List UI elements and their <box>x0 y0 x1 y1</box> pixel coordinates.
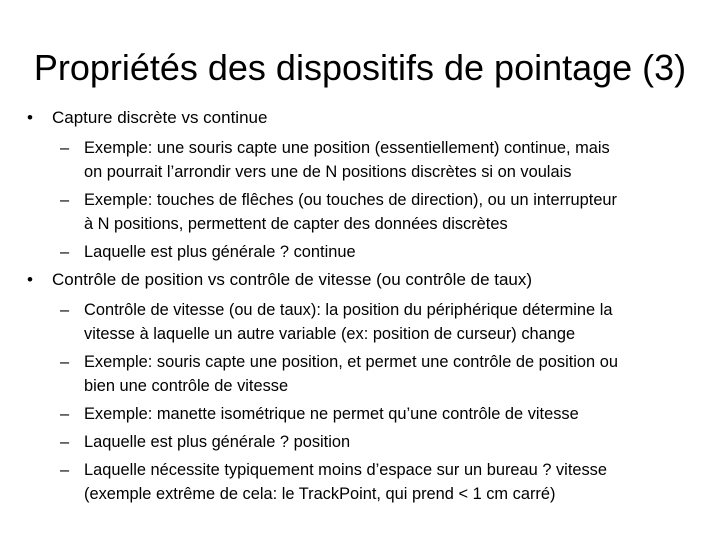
dash-icon: – <box>60 353 70 371</box>
dash-icon: – <box>60 405 70 423</box>
sub-item-line: (exemple extrême de cela: le TrackPoint, qui prend < 1 cm carré) <box>84 485 556 503</box>
bullet-item-controle <box>0 268 720 292</box>
dash-icon: – <box>60 301 70 319</box>
sub-item-line: à N positions, permettent de capter des données discrètes <box>84 215 508 233</box>
bullet-icon: • <box>27 270 33 289</box>
dash-icon: – <box>60 433 70 451</box>
bullet-icon: • <box>27 108 33 127</box>
slide-title: Propriétés des dispositifs de pointage (3) <box>33 47 687 88</box>
sub-item <box>0 136 720 184</box>
sub-item <box>0 298 720 346</box>
sub-item-line: Laquelle nécessite typiquement moins d’espace sur un bureau ? vitesse <box>84 461 607 479</box>
dash-icon: – <box>60 191 70 209</box>
sub-item-line: Contrôle de vitesse (ou de taux): la position du périphérique détermine la <box>84 301 613 319</box>
sub-item <box>0 402 720 426</box>
sub-item-line: Exemple: une souris capte une position (essentiellement) continue, mais <box>84 139 610 157</box>
sub-item-line: on pourrait l’arrondir vers une de N positions discrètes si on voulais <box>84 163 572 181</box>
dash-icon: – <box>60 243 70 261</box>
dash-icon: – <box>60 139 70 157</box>
sub-item-line: bien une contrôle de vitesse <box>84 377 289 395</box>
sub-item-line: Laquelle est plus générale ? position <box>84 433 351 451</box>
sub-item <box>0 430 720 454</box>
sub-item-line: Exemple: touches de flêches (ou touches de direction), ou un interrupteur <box>84 191 618 209</box>
sub-item <box>0 350 720 398</box>
bullet-text: Capture discrète vs continue <box>52 108 268 127</box>
bullet-list <box>0 106 720 510</box>
dash-icon: – <box>60 461 70 479</box>
sub-item-line: vitesse à laquelle un autre variable (ex: position de curseur) change <box>84 325 576 343</box>
sub-item <box>0 458 720 506</box>
sub-item-line: Exemple: souris capte une position, et permet une contrôle de position ou <box>84 353 618 371</box>
bullet-item-capture <box>0 106 720 130</box>
sub-item <box>0 240 720 264</box>
sub-item <box>0 188 720 236</box>
sub-item-line: Exemple: manette isométrique ne permet qu’une contrôle de vitesse <box>84 405 579 423</box>
sub-item-line: Laquelle est plus générale ? continue <box>84 243 356 261</box>
bullet-text: Contrôle de position vs contrôle de vitesse (ou contrôle de taux) <box>52 270 533 289</box>
